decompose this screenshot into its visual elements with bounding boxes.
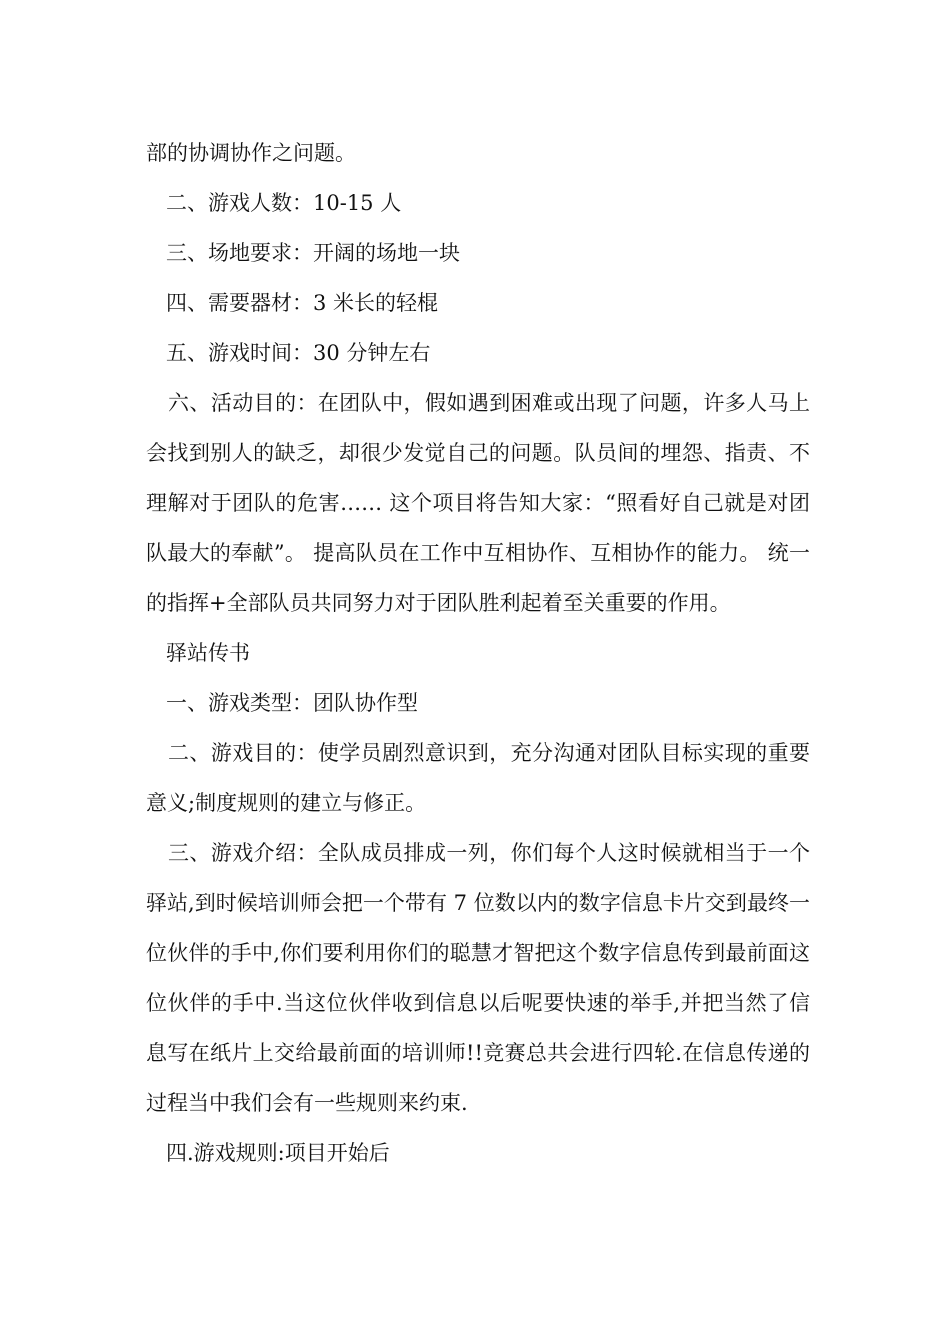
- paragraph-continuation: 部的协调协作之问题。: [146, 141, 356, 165]
- paragraph-game-intro: 三、游戏介绍：全队成员排成一列，你们每个人这时候就相当于一个驿站,到时候培训师会把一个带有 7 位数以内的数字信息卡片交到最终一位伙伴的手中,你们要利用你们的聪慧才智把这个数字信息传到最前面这位伙伴的手中.当这位伙伴收到信息以后呢要快速的举手,并把当然了信息写在纸片上交给最前面的培训师!!竞赛总共会进行四轮.在信息传递的过程当中我们会有一些规则来约束.: [146, 841, 810, 1115]
- paragraph-player-count: 二、游戏人数：10-15 人: [166, 191, 402, 215]
- paragraph-purpose: 六、活动目的：在团队中，假如遇到困难或出现了问题，许多人马上会找到别人的缺乏，却很少发觉自己的问题。队员间的埋怨、指责、不理解对于团队的危害…… 这个项目将告知大家：“照看好自己就是对团队最大的奉献”。 提高队员在工作中互相协作、互相协作的能力。 统一的指挥+全部队员共同努力对于团队胜利起着至关重要的作用。: [146, 391, 810, 615]
- document-body: [146, 128, 810, 1178]
- paragraph-duration: 五、游戏时间：30 分钟左右: [166, 341, 431, 365]
- paragraph-equipment: 四、需要器材：3 米长的轻棍: [166, 291, 439, 315]
- section-title-relay: 驿站传书: [166, 641, 250, 665]
- paragraph-game-rules: 四.游戏规则:项目开始后: [166, 1141, 390, 1165]
- paragraph-venue: 三、场地要求：开阔的场地一块: [166, 241, 460, 265]
- paragraph-game-goal: 二、游戏目的：使学员剧烈意识到，充分沟通对团队目标实现的重要意义;制度规则的建立与修正。: [146, 741, 810, 815]
- paragraph-game-type: 一、游戏类型：团队协作型: [166, 691, 418, 715]
